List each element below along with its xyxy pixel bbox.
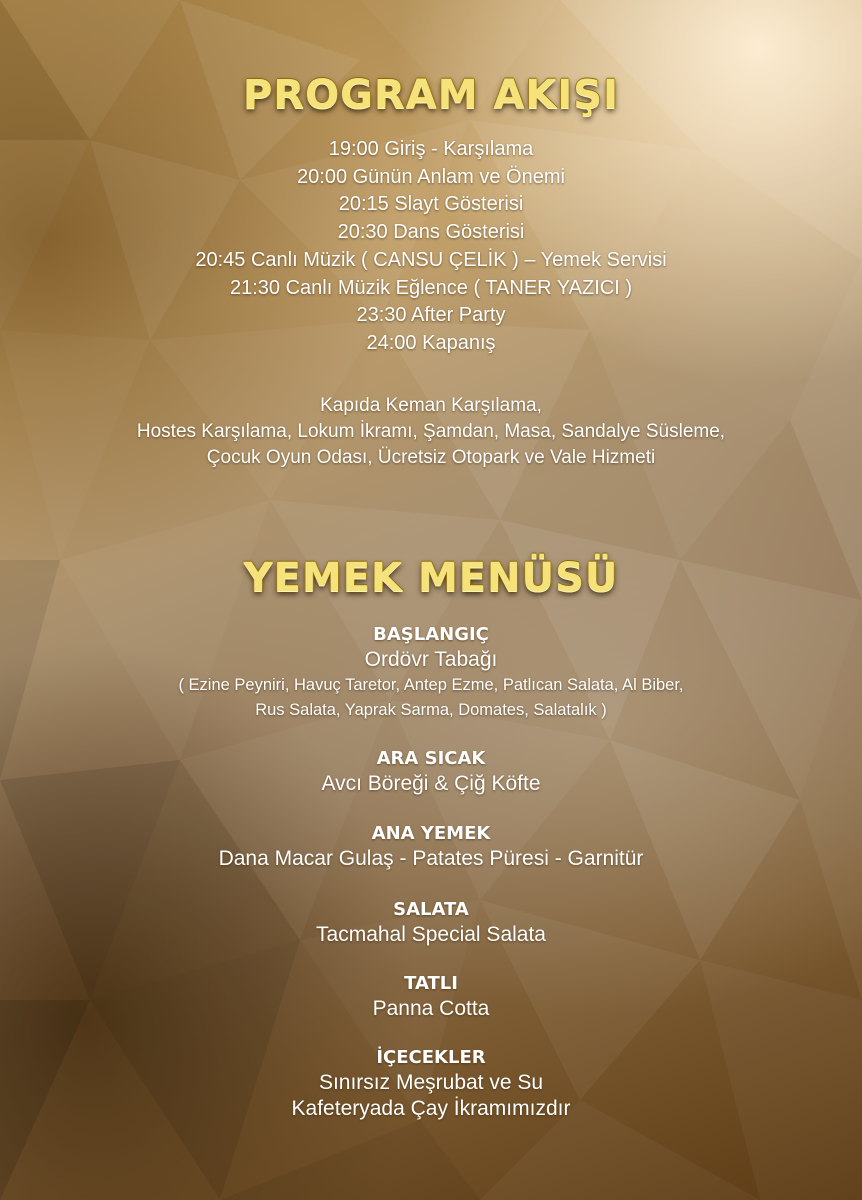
- service-line: Hostes Karşılama, Lokum İkramı, Şamdan, Masa, Sandalye Süsleme,: [136, 421, 726, 442]
- menu-section-baslangic: [0, 623, 862, 723]
- menu-note: ( Ezine Peyniri, Havuç Taretor, Antep Ezme, Patlıcan Salata, Al Biber,: [178, 676, 684, 694]
- menu-section-tatli: [0, 972, 862, 1022]
- menu-section-title: BAŞLANGIÇ: [373, 624, 489, 645]
- menu-section-icecekler: [0, 1046, 862, 1122]
- schedule-item: 24:00 Kapanış: [366, 331, 496, 354]
- schedule-item: 20:15 Slayt Gösterisi: [338, 193, 524, 216]
- menu-item: Tacmahal Special Salata: [316, 923, 546, 946]
- schedule-item: 23:30 After Party: [356, 304, 506, 327]
- menu-section-title: SALATA: [393, 899, 469, 920]
- program-title: PROGRAM AKIŞI: [243, 72, 619, 118]
- schedule-item: 21:30 Canlı Müzik Eğlence ( TANER YAZICI ): [229, 276, 632, 299]
- schedule-item: 20:30 Dans Gösterisi: [337, 221, 525, 244]
- program-schedule: [0, 136, 862, 358]
- menu-section-title: ARA SICAK: [376, 748, 486, 769]
- menu-section-salata: [0, 898, 862, 948]
- menu-item: Kafeteryada Çay İkramımızdır: [291, 1097, 571, 1120]
- menu-section-title: İÇECEKLER: [376, 1047, 486, 1068]
- schedule-item: 19:00 Giriş - Karşılama: [328, 138, 534, 160]
- menu-note: Rus Salata, Yaprak Sarma, Domates, Salatalık ): [255, 701, 607, 719]
- menu-item: Ordövr Tabağı: [364, 648, 498, 671]
- services-list: [0, 393, 862, 471]
- menu-title: YEMEK MENÜSÜ: [243, 555, 619, 601]
- menu-section-ana-yemek: [0, 822, 862, 872]
- menu-item: Avcı Böreği & Çiğ Köfte: [321, 772, 541, 795]
- service-line: Kapıda Keman Karşılama,: [320, 395, 542, 416]
- schedule-item: 20:45 Canlı Müzik ( CANSU ÇELİK ) – Yemek Servisi: [195, 248, 667, 271]
- menu-section-title: ANA YEMEK: [371, 823, 491, 844]
- service-line: Çocuk Oyun Odası, Ücretsiz Otopark ve Vale Hizmeti: [206, 447, 656, 468]
- menu-section-ara-sicak: [0, 747, 862, 797]
- menu-item: Dana Macar Gulaş - Patates Püresi - Garnitür: [218, 847, 644, 870]
- menu-item: Sınırsız Meşrubat ve Su: [318, 1071, 544, 1094]
- schedule-item: 20:00 Günün Anlam ve Önemi: [297, 165, 565, 188]
- menu-section-title: TATLI: [404, 973, 458, 994]
- menu-item: Panna Cotta: [372, 997, 490, 1020]
